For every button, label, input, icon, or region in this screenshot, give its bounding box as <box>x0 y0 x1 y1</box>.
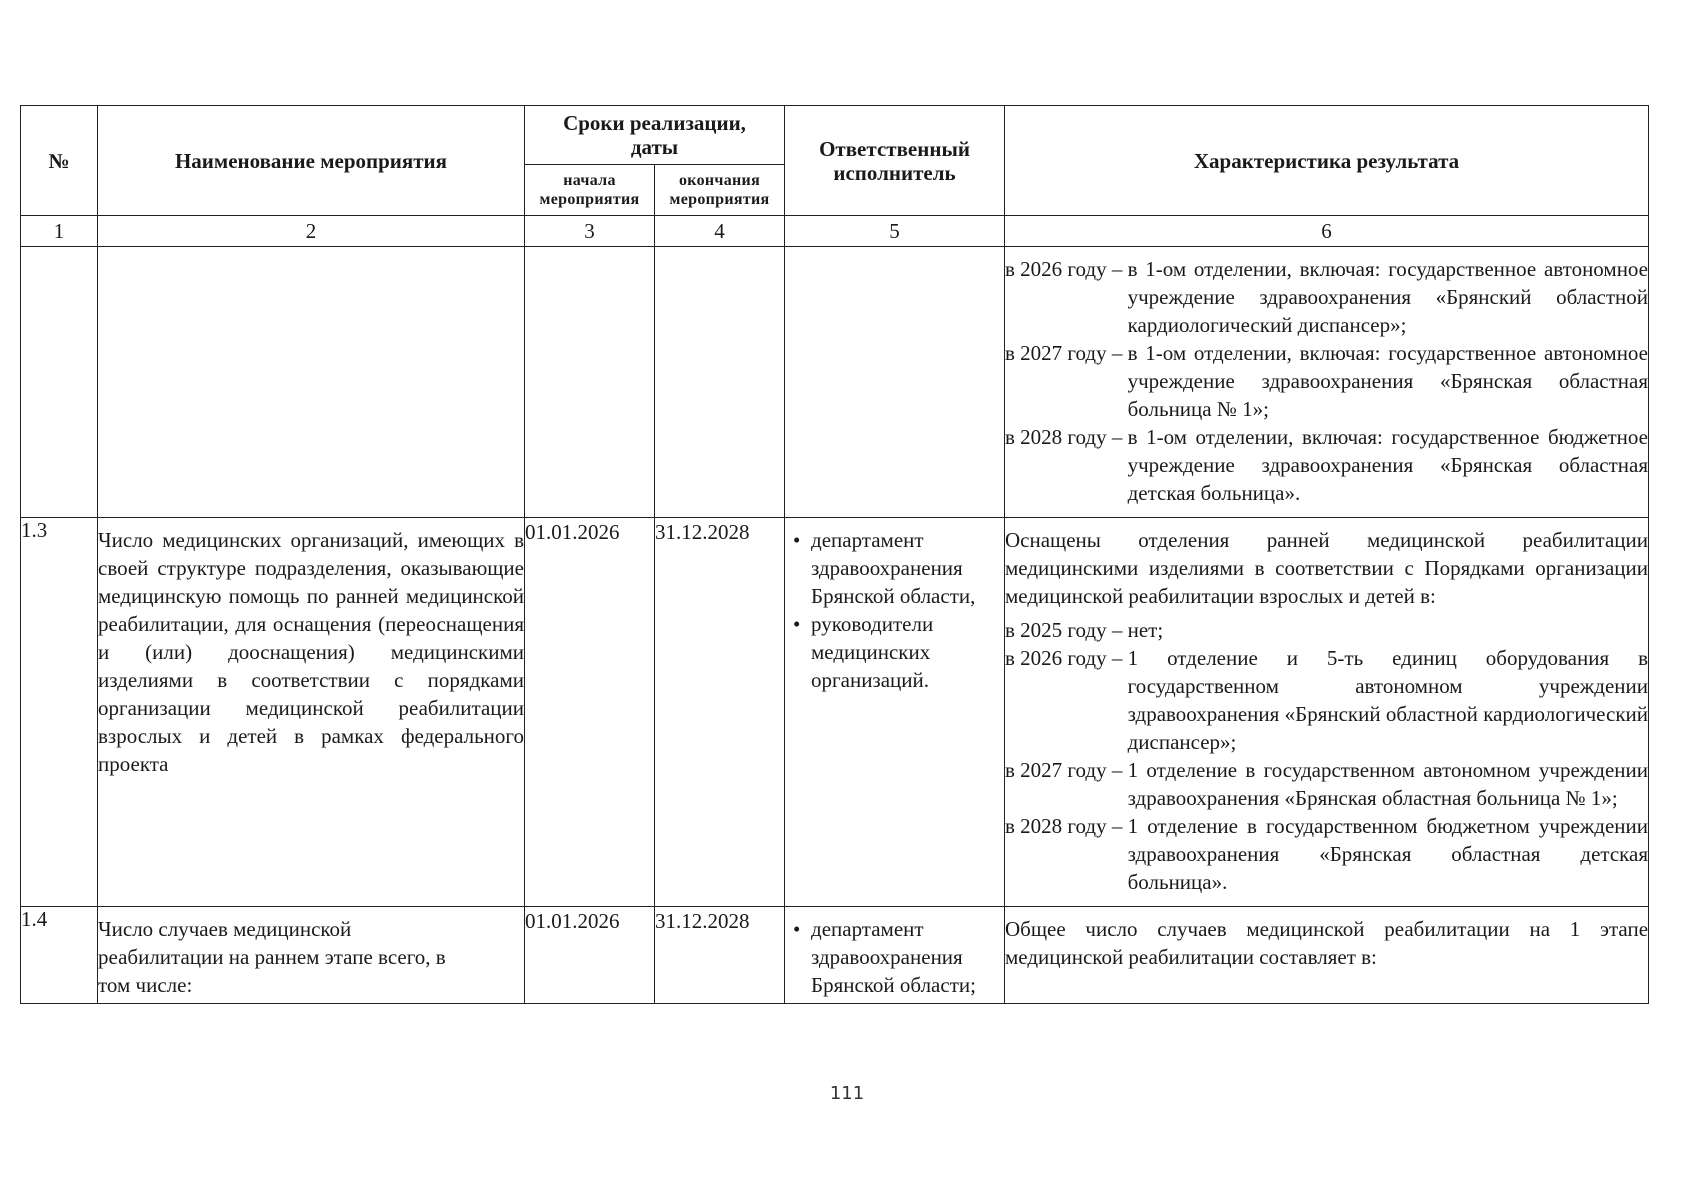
row-number: 1.3 <box>21 518 98 907</box>
row-number: 1.4 <box>21 907 98 1004</box>
result-cell <box>1005 907 1649 1004</box>
empty-cell <box>785 247 1005 518</box>
result-year-label: в 2026 году – <box>1005 646 1128 670</box>
responsible-cell <box>785 518 1005 907</box>
activities-table <box>20 105 1649 1004</box>
empty-cell <box>655 247 785 518</box>
result-year-item <box>1005 616 1648 644</box>
result-year-label: в 2028 году – <box>1005 425 1128 449</box>
result-intro: Общее число случаев медицинской реабилитации на 1 этапе медицинской реабилитации составляет в: <box>1005 917 1649 969</box>
responsible-cell <box>785 907 1005 1004</box>
col-number-5: 5 <box>785 216 1005 247</box>
responsible-item <box>791 610 1004 694</box>
header-responsible: Ответственный исполнитель <box>785 106 1005 216</box>
responsible-text: департамент здравоохранения Брянской области; <box>811 917 976 997</box>
end-date: 31.12.2028 <box>655 907 785 1004</box>
start-date: 01.01.2026 <box>525 907 655 1004</box>
activity-name-text: Число случаев медицинской реабилитации на раннем этапе всего, в том числе: <box>98 917 446 997</box>
responsible-text: департамент здравоохранения Брянской области, <box>811 528 976 608</box>
result-year-item <box>1005 423 1648 507</box>
header-terms: Сроки реализации, даты <box>525 106 785 165</box>
result-year-label: в 2028 году – <box>1005 814 1128 838</box>
responsible-list <box>791 915 1004 999</box>
result-year-text: 1 отделение и 5-ть единиц оборудования в государственном автономном учреждении здравоохранения «Брянский областной кардиологический диспансер»; <box>1127 646 1649 754</box>
result-year-label: в 2026 году – <box>1005 257 1128 281</box>
col-number-6: 6 <box>1005 216 1649 247</box>
header-end: окончания мероприятия <box>655 165 785 216</box>
result-year-item <box>1005 756 1648 812</box>
result-intro: Оснащены отделения ранней медицинской реабилитации медицинскими изделиями в соответствии с Порядками организации медицинской реабилитации взрослых и детей в: <box>1005 528 1649 608</box>
activity-name <box>98 907 525 1004</box>
header-result: Характеристика результата <box>1005 106 1649 216</box>
responsible-item <box>791 915 1004 999</box>
result-year-item <box>1005 812 1648 896</box>
responsible-list <box>791 526 1004 694</box>
result-year-item <box>1005 255 1648 339</box>
page-number: 111 <box>829 1083 865 1104</box>
col-number-1: 1 <box>21 216 98 247</box>
empty-cell <box>21 247 98 518</box>
activity-name: Число медицинских организаций, имеющих в своей структуре подразделения, оказывающие медицинскую помощь по ранней медицинской реабилитации, для оснащения (переоснащения и (или) дооснащения) медицинскими изделиями в соответствии с порядками организации медицинской реабилитации взрослых и детей в рамках федерального проекта <box>98 518 525 907</box>
bullet-icon: • <box>793 612 801 636</box>
result-year-text: в 1-ом отделении, включая: государственное автономное учреждение здравоохранения «Брянский областной кардиологический диспансер»; <box>1127 257 1649 337</box>
col-number-4: 4 <box>655 216 785 247</box>
empty-cell <box>98 247 525 518</box>
table-row-1-4 <box>21 907 1649 1004</box>
result-year-text: 1 отделение в государственном автономном учреждении здравоохранения «Брянская областная больница № 1»; <box>1127 758 1649 810</box>
result-year-label: в 2025 году – <box>1005 618 1128 642</box>
header-no: № <box>21 106 98 216</box>
responsible-item <box>791 526 1004 610</box>
table-row-continuation <box>21 247 1649 518</box>
result-cell <box>1005 247 1649 518</box>
responsible-text: руководители медицинских организаций. <box>811 612 934 692</box>
result-year-text: в 1-ом отделении, включая: государственное бюджетное учреждение здравоохранения «Брянская областная детская больница». <box>1127 425 1649 505</box>
result-year-item <box>1005 339 1648 423</box>
col-number-2: 2 <box>98 216 525 247</box>
result-year-label: в 2027 году – <box>1005 758 1128 782</box>
start-date: 01.01.2026 <box>525 518 655 907</box>
bullet-icon: • <box>793 528 801 552</box>
bullet-icon: • <box>793 917 801 941</box>
table-row-1-3 <box>21 518 1649 907</box>
header-start: начала мероприятия <box>525 165 655 216</box>
header-name: Наименование мероприятия <box>98 106 525 216</box>
result-year-label: в 2027 году – <box>1005 341 1128 365</box>
result-year-text: в 1-ом отделении, включая: государственное автономное учреждение здравоохранения «Брянская областная больница № 1»; <box>1127 341 1649 421</box>
result-cell <box>1005 518 1649 907</box>
end-date: 31.12.2028 <box>655 518 785 907</box>
col-number-3: 3 <box>525 216 655 247</box>
result-year-item <box>1005 644 1648 756</box>
result-year-text: 1 отделение в государственном бюджетном учреждении здравоохранения «Брянская областная детская больница». <box>1127 814 1649 894</box>
empty-cell <box>525 247 655 518</box>
result-year-text: нет; <box>1127 618 1164 642</box>
